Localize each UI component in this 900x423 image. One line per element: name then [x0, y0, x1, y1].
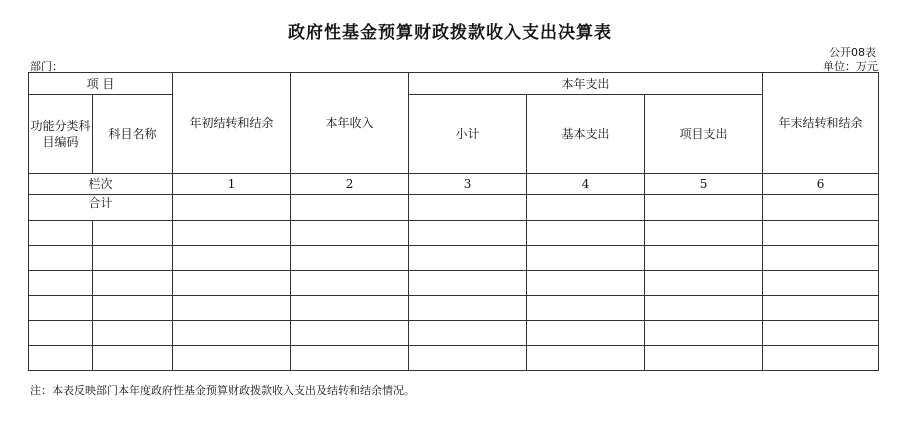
table-cell [763, 246, 879, 271]
table-cell [763, 221, 879, 246]
table-row [29, 246, 879, 271]
table-cell [93, 271, 173, 296]
table-cell [29, 296, 93, 321]
table-cell [29, 246, 93, 271]
header-begin-balance: 年初结转和结余 [173, 73, 291, 174]
column-number: 3 [409, 174, 527, 195]
table-row [29, 271, 879, 296]
table-cell [29, 221, 93, 246]
table-cell [645, 271, 763, 296]
table-cell [527, 346, 645, 371]
table-cell [645, 346, 763, 371]
table-cell [291, 195, 409, 221]
table-cell [291, 271, 409, 296]
header-subject-name: 科目名称 [93, 95, 173, 174]
table-cell [409, 246, 527, 271]
table-cell [527, 221, 645, 246]
table-cell [409, 346, 527, 371]
table-cell [93, 221, 173, 246]
table-cell [291, 296, 409, 321]
table-cell [409, 321, 527, 346]
header-end-balance: 年末结转和结余 [763, 73, 879, 174]
table-cell [409, 296, 527, 321]
department-label: 部门： [30, 60, 63, 73]
table-row [29, 321, 879, 346]
table-row [29, 221, 879, 246]
budget-table [28, 72, 879, 371]
table-cell [291, 346, 409, 371]
table-cell [93, 246, 173, 271]
total-label: 合计 [29, 195, 173, 221]
table-cell [645, 321, 763, 346]
table-cell [763, 296, 879, 321]
header-project-expense: 项目支出 [645, 95, 763, 174]
table-cell [645, 296, 763, 321]
header-expense-group: 本年支出 [409, 73, 763, 95]
footnote: 注：本表反映部门本年度政府性基金预算财政拨款收入支出及结转和结余情况。 [30, 384, 415, 397]
table-cell [291, 221, 409, 246]
table-cell [173, 221, 291, 246]
table-cell [29, 346, 93, 371]
table-cell [409, 271, 527, 296]
column-number: 1 [173, 174, 291, 195]
table-title: 政府性基金预算财政拨款收入支出决算表 [288, 23, 612, 43]
table-row [29, 296, 879, 321]
table-cell [93, 346, 173, 371]
table-cell [763, 346, 879, 371]
table-cell [645, 246, 763, 271]
header-subtotal: 小计 [409, 95, 527, 174]
column-number: 6 [763, 174, 879, 195]
header-revenue: 本年收入 [291, 73, 409, 174]
table-cell [93, 321, 173, 346]
unit-label: 单位：万元 [823, 60, 878, 73]
table-cell [173, 321, 291, 346]
table-row [29, 346, 879, 371]
table-cell [527, 246, 645, 271]
table-cell [527, 321, 645, 346]
header-item: 项 目 [29, 73, 173, 95]
column-number: 5 [645, 174, 763, 195]
column-index-label: 栏次 [29, 174, 173, 195]
table-cell [527, 296, 645, 321]
column-number: 4 [527, 174, 645, 195]
table-cell [645, 195, 763, 221]
table-cell [291, 246, 409, 271]
table-cell [291, 321, 409, 346]
header-basic-expense: 基本支出 [527, 95, 645, 174]
table-cell [173, 195, 291, 221]
header-func-code: 功能分类科目编码 [29, 95, 93, 174]
table-cell [763, 271, 879, 296]
table-cell [173, 271, 291, 296]
column-number: 2 [291, 174, 409, 195]
table-cell [173, 346, 291, 371]
table-cell [29, 321, 93, 346]
table-code: 公开08表 [829, 46, 876, 59]
table-cell [645, 221, 763, 246]
table-cell [527, 195, 645, 221]
table-cell [527, 271, 645, 296]
table-cell [763, 321, 879, 346]
table-cell [409, 195, 527, 221]
table-cell [409, 221, 527, 246]
table-cell [173, 246, 291, 271]
table-cell [173, 296, 291, 321]
table-cell [763, 195, 879, 221]
table-cell [29, 271, 93, 296]
table-cell [93, 296, 173, 321]
